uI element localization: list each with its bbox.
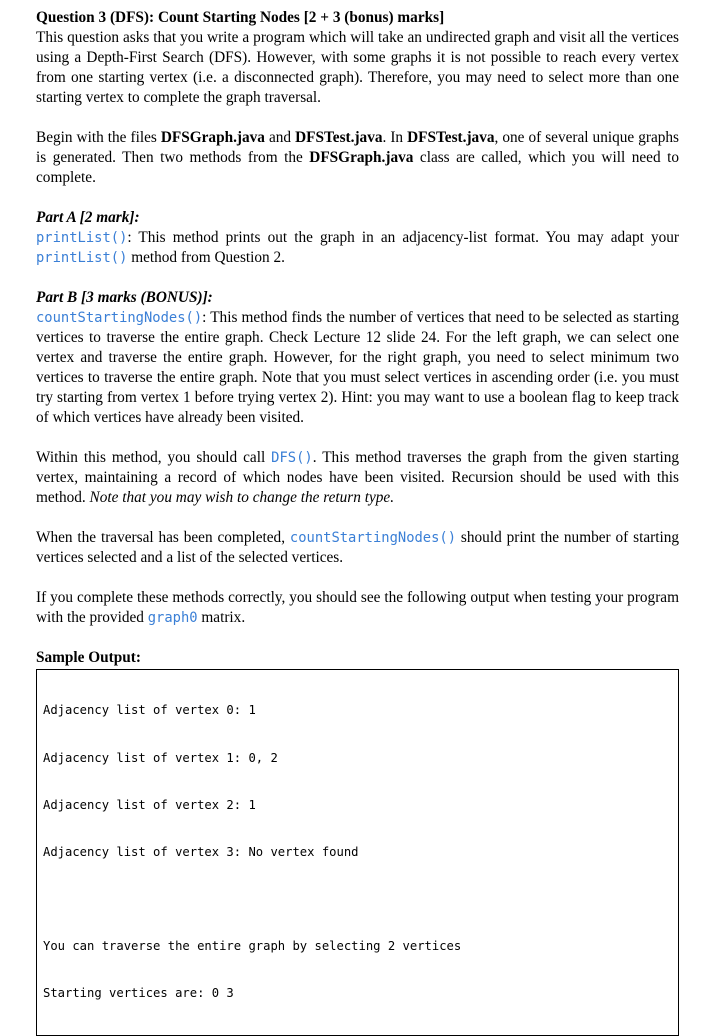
method-countstartingnodes: countStartingNodes() bbox=[36, 310, 203, 326]
intro-paragraph: This question asks that you write a program which will take an undirected graph and visit all the vertices using a Depth-First Search (DFS). However, with some graphs it is not possible to reach every vertex from one starting vertex (i.e. a disconnected graph). Therefore, you may need to select more than one starting vertex to complete the graph traversal. bbox=[36, 29, 679, 106]
part-b-heading: Part B [3 marks (BONUS)]: bbox=[36, 289, 213, 306]
when-paragraph bbox=[36, 528, 679, 568]
setup-paragraph bbox=[36, 128, 679, 188]
document-page bbox=[36, 8, 679, 1036]
part-a-text-2: method from Question 2. bbox=[127, 249, 285, 266]
file-name-dfstest: DFSTest.java bbox=[295, 129, 383, 146]
within-note: Note that you may wish to change the return type. bbox=[89, 489, 395, 506]
output-line: Adjacency list of vertex 1: 0, 2 bbox=[43, 750, 278, 765]
output-line: Starting vertices are: 0 3 bbox=[43, 986, 234, 1001]
setup-text-1: Begin with the files bbox=[36, 129, 161, 146]
file-name-dfsgraph: DFSGraph.java bbox=[160, 129, 265, 146]
part-b-paragraph bbox=[36, 308, 679, 428]
ifyou-text-1: If you complete these methods correctly, you should see the following output when testing your program with the provided bbox=[36, 589, 679, 626]
setup-text-2: and bbox=[264, 129, 296, 146]
when-text-2: should print the number of starting vertices selected and a list of the selected vertices. bbox=[36, 529, 679, 566]
part-b-text: : This method finds the number of vertices that need to be selected as starting vertices to traverse the entire graph. Check Lecture 12 slide 24. For the left graph, we can select one vertex and traverse the entire graph. However, for the right graph, you need to select minimum two vertices to traverse the entire graph. Note that you must select vertices in ascending order (i.e. you must try starting from vertex 1 before trying vertex 2). Hint: you may want to use a boolean flag to keep track of which vertices have already been visited. bbox=[36, 309, 679, 426]
method-countstartingnodes-2: countStartingNodes() bbox=[289, 530, 457, 546]
code-graph0: graph0 bbox=[147, 610, 198, 626]
part-a-text-1: : This method prints out the graph in an adjacency-list format. You may adapt your bbox=[127, 229, 679, 246]
output-line: Adjacency list of vertex 2: 1 bbox=[43, 797, 256, 812]
when-text-1: When the traversal has been completed, bbox=[36, 529, 290, 546]
part-a-heading: Part A [2 mark]: bbox=[36, 209, 140, 226]
output-line: You can traverse the entire graph by selecting 2 vertices bbox=[43, 938, 462, 953]
question-title: Question 3 (DFS): Count Starting Nodes [2 + 3 (bonus) marks] bbox=[36, 9, 445, 26]
file-name-dfstest-2: DFSTest.java bbox=[407, 129, 495, 146]
within-text-2: . This method traverses the graph from the given starting vertex, maintaining a record of which nodes have been visited. Recursion should be used with this method. bbox=[36, 449, 679, 506]
sample-output-box bbox=[36, 669, 679, 1036]
part-a-paragraph bbox=[36, 228, 679, 268]
within-paragraph bbox=[36, 448, 679, 508]
setup-text-5: class are called, which you will need to complete. bbox=[36, 149, 679, 186]
ifyou-text-2: matrix. bbox=[197, 609, 246, 626]
file-name-dfsgraph-2: DFSGraph.java bbox=[309, 149, 414, 166]
method-dfs: DFS() bbox=[271, 450, 313, 466]
method-printlist: printList() bbox=[36, 230, 128, 246]
setup-text-4: , one of several unique graphs is generated. Then two methods from the bbox=[36, 129, 679, 166]
within-text-1: Within this method, you should call bbox=[36, 449, 272, 466]
sample-output-heading: Sample Output: bbox=[36, 649, 141, 666]
output-line: Adjacency list of vertex 3: No vertex found bbox=[43, 844, 359, 859]
output-line: Adjacency list of vertex 0: 1 bbox=[43, 703, 256, 718]
setup-text-3: . In bbox=[382, 129, 408, 146]
output-blank-line bbox=[43, 892, 672, 908]
ifyou-paragraph bbox=[36, 588, 679, 628]
method-printlist-2: printList() bbox=[36, 250, 128, 266]
